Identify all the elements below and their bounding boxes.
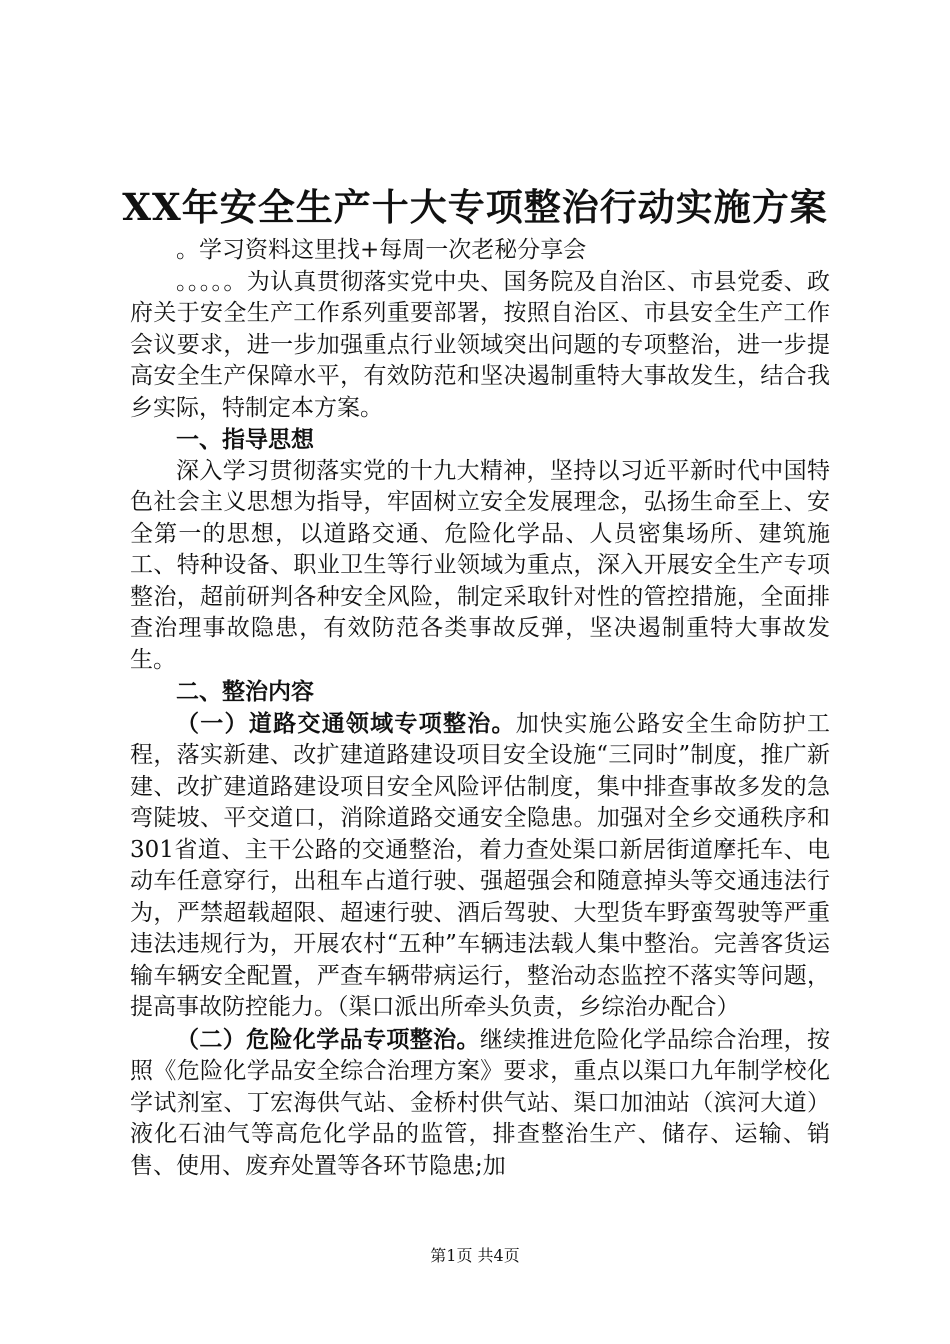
document-body (130, 235, 830, 1182)
paragraph-guiding-ideology: 深入学习贯彻落实党的十九大精神，坚持以习近平新时代中国特色社会主义思想为指导，牢固树立安全发展理念，弘扬生命至上、安全第一的思想，以道路交通、危险化学品、人员密集场所、建筑施工、特种设备、职业卫生等行业领域为重点，深入开展安全生产专项整治，超前研判各种安全风险，制定采取针对性的管控措施，全面排查治理事故隐患，有效防范各类事故反弹，坚决遏制重特大事故发生。 (130, 457, 830, 673)
document-title: XX年安全生产十大专项整治行动实施方案 (122, 185, 828, 229)
intro-line: 。学习资料这里找+每周一次老秘分享会 (176, 237, 587, 263)
item-hazardous-chemicals-lead: （二）危险化学品专项整治。 (176, 1025, 480, 1053)
item-road-traffic-text: 加快实施公路安全生命防护工程，落实新建、改扩建道路建设项目安全设施“三同时”制度，推广新建、改扩建道路建设项目安全风险评估制度，集中排查事故多发的急弯陡坡、平交道口，消除道路交通安全隐患。加强对全乡交通秩序和301省道、主干公路的交通整治，着力查处渠口新居街道摩托车、电动车任意穿行，出租车占道行驶、强超强会和随意掉头等交通违法行为，严禁超载超限、超速行驶、酒后驾驶、大型货车野蛮驾驶等严重违法违规行为，开展农村“五种”车辆违法载人集中整治。完善客货运输车辆安全配置，严查车辆带病运行，整治动态监控不落实等问题，提高事故防控能力。（渠口派出所牵头负责，乡综治办配合） (130, 710, 831, 1020)
section-heading-guiding-ideology: 一、指导思想 (176, 426, 314, 453)
section-heading-rectification-content: 二、整治内容 (176, 678, 314, 705)
paragraph-preamble: 。。。。。为认真贯彻落实党中央、国务院及自治区、市县党委、政府关于安全生产工作系列重要部署，按照自治区、市县安全生产工作会议要求，进一步加强重点行业领域突出问题的专项整治，进一步提高安全生产保障水平，有效防范和坚决遏制重特大事故发生，结合我乡实际，特制定本方案。 (130, 268, 830, 421)
item-hazardous-chemicals-text: 继续推进危险化学品综合治理，按照《危险化学品安全综合治理方案》要求，重点以渠口九年制学校化学试剂室、丁宏海供气站、金桥村供气站、渠口加油站（滨河大道）液化石油气等高危化学品的监管，排查整治生产、储存、运输、销售、使用、废弃处置等各环节隐患;加 (130, 1026, 831, 1179)
item-hazardous-chemicals (130, 1024, 830, 1183)
page-number-footer: 第1页 共4页 (430, 1246, 520, 1265)
item-road-traffic (130, 708, 830, 1024)
item-road-traffic-lead: （一）道路交通领域专项整治。 (176, 709, 516, 737)
